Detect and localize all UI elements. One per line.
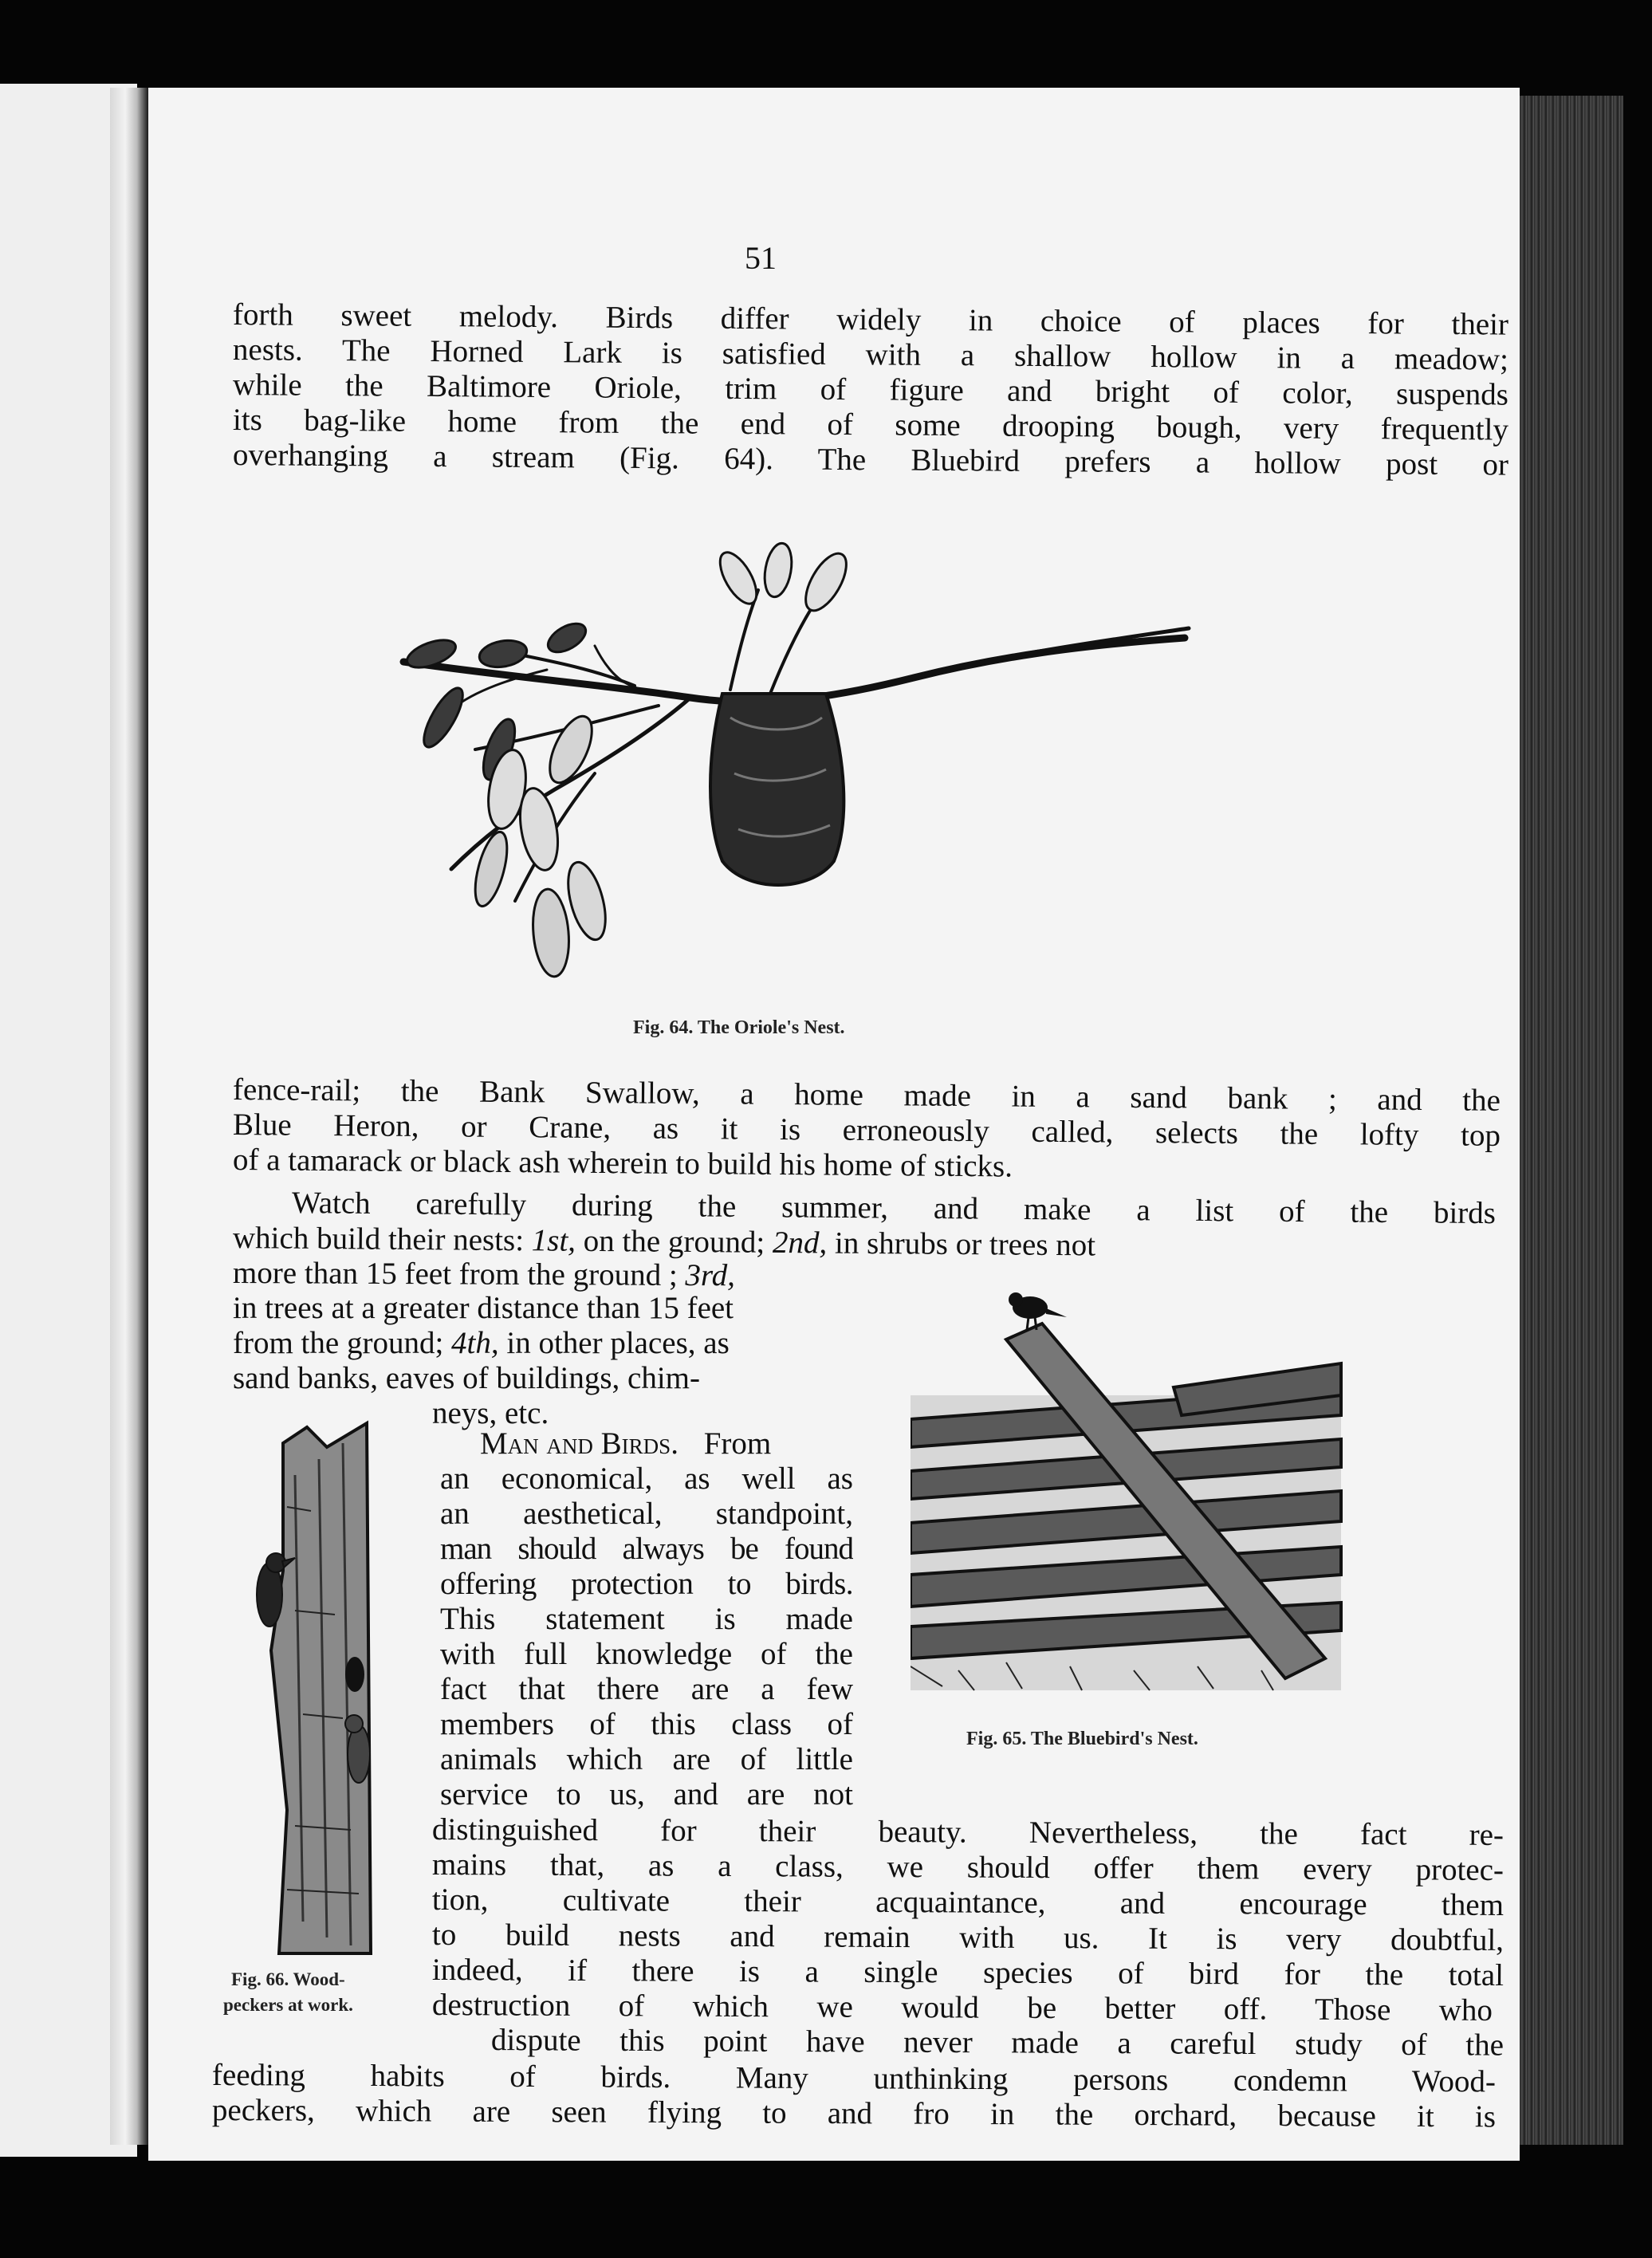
figure-64-oriole-nest-illustration	[356, 518, 1233, 1013]
paragraph-3-line	[233, 1255, 735, 1293]
paragraph-4-line: distinguished for their beauty. Nevertheless, the fact re-	[431, 1812, 1504, 1853]
paragraph-3-line: sand banks, eaves of buildings, chim-	[233, 1361, 700, 1395]
ordinal-third: 3rd,	[685, 1257, 736, 1293]
book-gutter	[110, 88, 148, 2145]
paragraph-4-line: dispute this point have never made a careful study of the	[490, 2023, 1504, 2063]
paragraph-4-line: indeed, if there is a single species of bird for the total	[431, 1953, 1504, 1993]
section-heading-line	[480, 1426, 771, 1461]
ordinal-first: 1st,	[531, 1223, 576, 1258]
figure-66-caption-line-1: Fig. 66. Wood-	[231, 1969, 345, 1989]
text-fragment: which build their nests:	[232, 1221, 525, 1258]
figure-66-caption-line-2: peckers at work.	[223, 1995, 353, 2015]
paragraph-4-line: to build nests and remain with us. It is very doubtful,	[431, 1918, 1504, 1958]
paragraph-4-line: feeding habits of birds. Many unthinking persons condemn Wood-	[211, 2058, 1497, 2099]
page-stack-edges	[1520, 96, 1623, 2145]
text-fragment: more than 15 feet from the ground ;	[232, 1256, 678, 1292]
paragraph-4-line: with full knowledge of the	[440, 1637, 853, 1671]
paragraph-3-line	[233, 1325, 730, 1361]
text-fragment: in other places, as	[506, 1326, 730, 1360]
book-page	[148, 88, 1520, 2161]
paragraph-2-line: fence-rail; the Bank Swallow, a home made in a sand bank ; and the	[232, 1072, 1501, 1118]
paragraph-3-line: in trees at a greater distance than 15 feet	[233, 1291, 734, 1325]
paragraph-1-line: while the Baltimore Oriole, trim of figure and bright of color, suspends	[232, 368, 1509, 412]
paragraph-1-line: nests. The Horned Lark is satisfied with a shallow hollow in a meadow;	[232, 332, 1509, 377]
paragraph-4-line: peckers, which are seen flying to and fro in the orchard, because it is	[211, 2093, 1497, 2134]
figure-65-caption: Fig. 65. The Bluebird's Nest.	[966, 1729, 1198, 1749]
text-fragment: on the ground;	[583, 1223, 765, 1260]
paragraph-4-line: From	[703, 1426, 772, 1461]
paragraph-4-line: destruction of which we would be better off. Those who	[431, 1988, 1493, 2028]
paragraph-4-line: fact that there are a few	[440, 1672, 853, 1706]
paragraph-4-line: mains that, as a class, we should offer them every protec-	[431, 1847, 1504, 1888]
paragraph-4-line: an economical, as well as	[440, 1461, 853, 1496]
paragraph-1-line: its bag-like home from the end of some drooping bough, very frequently	[232, 403, 1509, 447]
paragraph-4-line: offering protection to birds.	[440, 1567, 853, 1601]
paragraph-4-line: This statement is made	[440, 1602, 853, 1636]
paragraph-2-line: Blue Heron, or Crane, as it is erroneously called, selects the lofty top	[232, 1107, 1501, 1153]
paragraph-3-line: neys, etc.	[432, 1396, 549, 1430]
paragraph-4-line: tion, cultivate their acquaintance, and encourage them	[431, 1882, 1504, 1923]
paragraph-1-line: forth sweet melody. Birds differ widely in choice of places for their	[232, 297, 1509, 342]
figure-65-bluebird-nest-illustration	[911, 1268, 1349, 1698]
paragraph-3-line: Watch carefully during the summer, and make a list of the birds	[291, 1186, 1497, 1231]
page-number: 51	[745, 240, 777, 276]
text-fragment: from the ground;	[233, 1326, 444, 1360]
paragraph-4-line: members of this class of	[440, 1707, 853, 1741]
paragraph-4-line: animals which are of little	[440, 1742, 853, 1776]
section-heading: Man and Birds.	[480, 1426, 678, 1461]
oriole-nest-pouch	[710, 694, 844, 885]
ordinal-second: 2nd,	[772, 1225, 828, 1261]
figure-64-caption: Fig. 64. The Oriole's Nest.	[633, 1017, 845, 1038]
text-fragment: in shrubs or trees not	[834, 1225, 1096, 1263]
paragraph-4-line: service to us, and are not	[440, 1777, 853, 1812]
paragraph-4-line: man should always be found	[440, 1532, 853, 1566]
paragraph-4-line: an aesthetical, standpoint,	[440, 1497, 853, 1531]
figure-66-woodpeckers-illustration	[239, 1411, 399, 1961]
paragraph-1-line: overhanging a stream (Fig. 64). The Bluebird prefers a hollow post or	[232, 438, 1509, 482]
ordinal-fourth: 4th,	[451, 1326, 499, 1360]
paragraph-2-line: of a tamarack or black ash wherein to build his home of sticks.	[232, 1143, 1013, 1184]
